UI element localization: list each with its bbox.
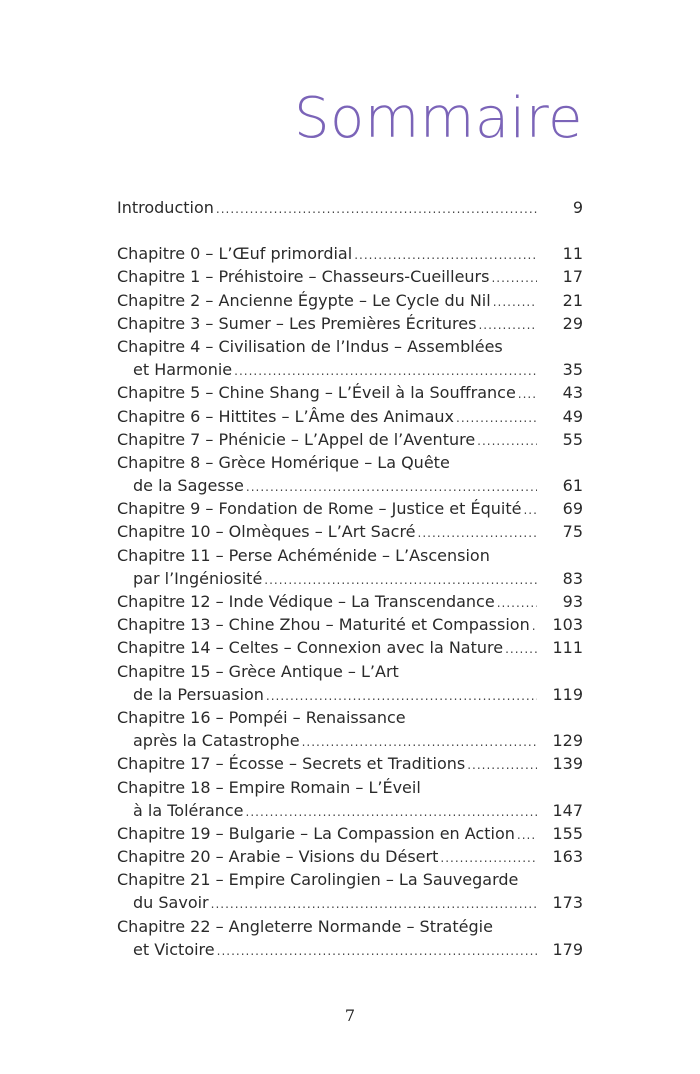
page-title: Sommaire (293, 86, 583, 151)
toc-entry[interactable] (117, 544, 583, 567)
toc-page-number: 49 (562, 406, 583, 426)
toc-entry-label: Chapitre 20 – Arabie – Visions du Désert (117, 847, 439, 867)
dot-leader (518, 383, 537, 406)
toc-entry-continuation[interactable] (117, 891, 583, 914)
dot-leader (217, 940, 537, 963)
toc-page-number: 61 (562, 476, 583, 496)
toc-entry-label: Chapitre 16 – Pompéi – Renaissance (117, 707, 406, 727)
toc-entry-label-continued: de la Persuasion (133, 684, 264, 704)
toc-page-number: 173 (552, 893, 583, 913)
toc-entry-label: Chapitre 17 – Écosse – Secrets et Traditions (117, 754, 466, 774)
toc-entry-label: Chapitre 7 – Phénicie – L’Appel de l’Aventure (117, 429, 476, 449)
dot-leader (266, 685, 537, 708)
toc-page-number: 103 (552, 615, 583, 635)
page-number: 7 (344, 1006, 356, 1025)
toc-entry-label: Chapitre 19 – Bulgarie – La Compassion en Action (117, 823, 515, 843)
toc-entry[interactable] (117, 335, 583, 358)
toc-entry-label-continued: par l’Ingéniosité (133, 568, 263, 588)
toc-entry[interactable] (117, 660, 583, 683)
toc-page-number: 35 (562, 360, 583, 380)
toc-page-number: 111 (552, 638, 583, 658)
toc-entry-label: Chapitre 13 – Chine Zhou – Maturité et Compassion (117, 615, 530, 635)
toc-entry-introduction[interactable] (117, 196, 583, 219)
toc-entry-label: Chapitre 21 – Empire Carolingien – La Sauvegarde (117, 870, 519, 890)
toc-entry[interactable] (117, 706, 583, 729)
toc-page-number: 83 (562, 568, 583, 588)
dot-leader (505, 638, 537, 661)
toc-page-number: 29 (562, 313, 583, 333)
toc-entry-label: Chapitre 2 – Ancienne Égypte – Le Cycle du Nil (117, 290, 491, 310)
toc-entry-label: Chapitre 14 – Celtes – Connexion avec la Nature (117, 638, 504, 658)
toc-entry-continuation[interactable] (117, 799, 583, 822)
toc-entry[interactable] (117, 868, 583, 891)
toc-entry-label: Chapitre 5 – Chine Shang – L’Éveil à la Souffrance (117, 383, 516, 403)
toc-page-number: 119 (552, 684, 583, 704)
toc-entry-continuation[interactable] (117, 938, 583, 961)
toc-page-number: 139 (552, 754, 583, 774)
toc-entry-label-continued: après la Catastrophe (133, 731, 300, 751)
dot-leader (491, 267, 537, 290)
toc-entry[interactable] (117, 265, 583, 288)
dot-leader (517, 824, 537, 847)
toc-page-number: 93 (562, 592, 583, 611)
toc-entry-continuation[interactable] (117, 729, 583, 752)
toc-entry[interactable] (117, 915, 583, 938)
toc-entry[interactable] (117, 497, 583, 520)
toc-entry-label: Chapitre 15 – Grèce Antique – L’Art (117, 661, 399, 681)
toc-entry-continuation[interactable] (117, 683, 583, 706)
toc-entry[interactable] (117, 590, 583, 613)
dot-leader (440, 847, 537, 870)
toc-entry-label-continued: du Savoir (133, 893, 209, 913)
toc-entry-label: Chapitre 0 – L’Œuf primordial (117, 244, 353, 264)
toc-entry-label-continued: et Harmonie (133, 360, 233, 380)
toc-entry-label-continued: à la Tolérance (133, 800, 244, 820)
toc-entry[interactable] (117, 381, 583, 404)
dot-leader (216, 198, 537, 221)
toc-entry[interactable] (117, 428, 583, 451)
toc-page-number: 17 (562, 267, 583, 287)
toc-entry-continuation[interactable] (117, 358, 583, 381)
dot-leader (493, 291, 537, 314)
toc-entry-label-continued: et Victoire (133, 939, 215, 959)
dot-leader (246, 476, 537, 499)
toc-entry-label: Chapitre 12 – Inde Védique – La Transcendance (117, 592, 495, 611)
toc-entry[interactable] (117, 520, 583, 543)
toc-entry-label: Introduction (117, 198, 214, 217)
dot-leader (497, 592, 537, 615)
chapter-list (117, 242, 583, 961)
toc-entry[interactable] (117, 613, 583, 636)
toc-entry[interactable] (117, 822, 583, 845)
toc-entry-label-continued: de la Sagesse (133, 476, 244, 496)
toc-entry[interactable] (117, 242, 583, 265)
toc-page-number: 9 (572, 198, 583, 217)
toc-entry-continuation[interactable] (117, 474, 583, 497)
toc-page-number: 75 (562, 522, 583, 542)
toc-page-number: 55 (562, 429, 583, 449)
toc-page-number: 69 (562, 499, 583, 519)
toc-entry[interactable] (117, 451, 583, 474)
dot-leader (456, 407, 537, 430)
toc-entry-label: Chapitre 22 – Angleterre Normande – Stratégie (117, 916, 493, 936)
toc-entry[interactable] (117, 776, 583, 799)
toc-page-number: 163 (552, 847, 583, 867)
toc-entry[interactable] (117, 289, 583, 312)
toc-entry[interactable] (117, 845, 583, 868)
dot-leader (234, 360, 537, 383)
toc-page-number: 21 (562, 290, 583, 310)
toc-entry-label: Chapitre 9 – Fondation de Rome – Justice et Équité (117, 499, 522, 519)
toc-entry[interactable] (117, 636, 583, 659)
toc-entry-continuation[interactable] (117, 567, 583, 590)
toc-entry[interactable] (117, 752, 583, 775)
dot-leader (354, 244, 537, 267)
toc-entry[interactable] (117, 405, 583, 428)
dot-leader (532, 615, 537, 638)
toc-page-number: 155 (552, 823, 583, 843)
toc-entry[interactable] (117, 312, 583, 335)
toc-page-number: 179 (552, 939, 583, 959)
toc-entry-label: Chapitre 6 – Hittites – L’Âme des Animaux (117, 406, 455, 426)
toc-entry-label: Chapitre 10 – Olmèques – L’Art Sacré (117, 522, 416, 542)
toc-page-number: 11 (562, 244, 583, 264)
toc-entry-label: Chapitre 8 – Grèce Homérique – La Quête (117, 452, 450, 472)
table-of-contents (117, 196, 583, 961)
dot-leader (467, 754, 537, 777)
toc-page-number: 147 (552, 800, 583, 820)
dot-leader (264, 569, 537, 592)
toc-entry-label: Chapitre 4 – Civilisation de l’Indus – Assemblées (117, 336, 503, 356)
toc-entry-label: Chapitre 11 – Perse Achéménide – L’Ascension (117, 545, 490, 565)
dot-leader (477, 430, 537, 453)
dot-leader (246, 801, 537, 824)
toc-page-number: 129 (552, 731, 583, 751)
dot-leader (302, 731, 537, 754)
dot-leader (211, 893, 537, 916)
toc-entry-label: Chapitre 1 – Préhistoire – Chasseurs-Cueilleurs (117, 267, 490, 287)
toc-entry-label: Chapitre 3 – Sumer – Les Premières Écritures (117, 313, 477, 333)
dot-leader (523, 499, 537, 522)
dot-leader (478, 314, 537, 337)
toc-entry-label: Chapitre 18 – Empire Romain – L’Éveil (117, 777, 421, 797)
dot-leader (418, 522, 537, 545)
toc-page-number: 43 (562, 383, 583, 403)
